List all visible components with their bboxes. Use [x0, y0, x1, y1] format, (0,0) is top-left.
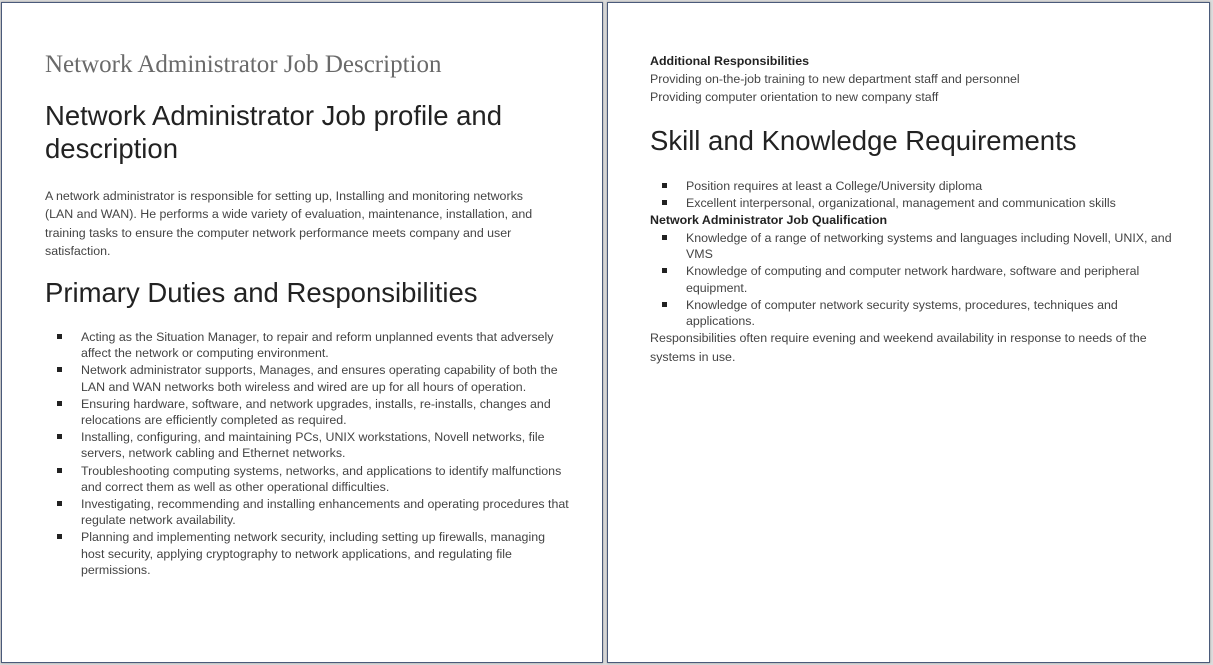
bullet-icon — [662, 183, 667, 188]
additional-line: Providing computer orientation to new company staff — [650, 90, 939, 104]
bullet-icon — [57, 401, 62, 406]
list-item: Investigating, recommending and installing enhancements and operating procedures that regulate network availability. — [45, 496, 570, 528]
skills-list — [650, 178, 1180, 212]
bullet-icon — [662, 200, 667, 205]
list-item: Knowledge of a range of networking systems and languages including Novell, UNIX, and VMS — [650, 230, 1180, 262]
document-page-right — [607, 2, 1210, 663]
bullet-icon — [57, 468, 62, 473]
bullet-icon — [662, 302, 667, 307]
list-item: Acting as the Situation Manager, to repair and reform unplanned events that adversely affect the network or computing environment. — [45, 329, 570, 361]
duties-list — [45, 329, 570, 579]
skills-heading: Skill and Knowledge Requirements — [650, 125, 1077, 156]
list-item: Knowledge of computing and computer network hardware, software and peripheral equipment. — [650, 263, 1180, 295]
list-item: Troubleshooting computing systems, networks, and applications to identify malfunctions and correct them as well as other operational difficulties. — [45, 463, 570, 495]
qualification-list — [650, 230, 1180, 330]
document-page-left — [1, 2, 603, 663]
profile-heading: Network Administrator Job profile and description — [45, 100, 503, 164]
list-item: Position requires at least a College/University diploma — [650, 178, 1180, 194]
closing-paragraph: Responsibilities often require evening and weekend availability in response to needs of the systems in use. — [650, 331, 1147, 364]
list-item: Planning and implementing network security, including setting up firewalls, managing host security, applying cryptography to network applications, and regulating file permissions. — [45, 529, 570, 578]
bullet-icon — [57, 334, 62, 339]
duties-heading: Primary Duties and Responsibilities — [45, 277, 478, 308]
bullet-icon — [57, 534, 62, 539]
intro-paragraph: A network administrator is responsible for setting up, Installing and monitoring networks (LAN and WAN). He performs a wide variety of evaluation, maintenance, installation, and training tasks to ensure the computer network performance meets company and user satisfaction. — [45, 189, 533, 258]
list-item: Network administrator supports, Manages, and ensures operating capability of both the LAN and WAN networks both wireless and wired are up for all hours of operation. — [45, 362, 570, 394]
bullet-icon — [662, 268, 667, 273]
bullet-icon — [662, 235, 667, 240]
list-item: Knowledge of computer network security systems, procedures, techniques and applications. — [650, 297, 1180, 329]
additional-line: Providing on-the-job training to new department staff and personnel — [650, 72, 1020, 86]
bullet-icon — [57, 501, 62, 506]
list-item: Excellent interpersonal, organizational, management and communication skills — [650, 195, 1180, 211]
bullet-icon — [57, 434, 62, 439]
bullet-icon — [57, 367, 62, 372]
list-item: Ensuring hardware, software, and network upgrades, installs, re-installs, changes and relocations are efficiently completed as required. — [45, 396, 570, 428]
additional-heading: Additional Responsibilities — [650, 54, 810, 68]
qualification-heading: Network Administrator Job Qualification — [650, 213, 888, 227]
additional-responsibilities — [650, 53, 1190, 106]
document-title: Network Administrator Job Description — [45, 51, 442, 78]
list-item: Installing, configuring, and maintaining PCs, UNIX workstations, Novell networks, file servers, network cabling and Ethernet networks. — [45, 429, 570, 461]
